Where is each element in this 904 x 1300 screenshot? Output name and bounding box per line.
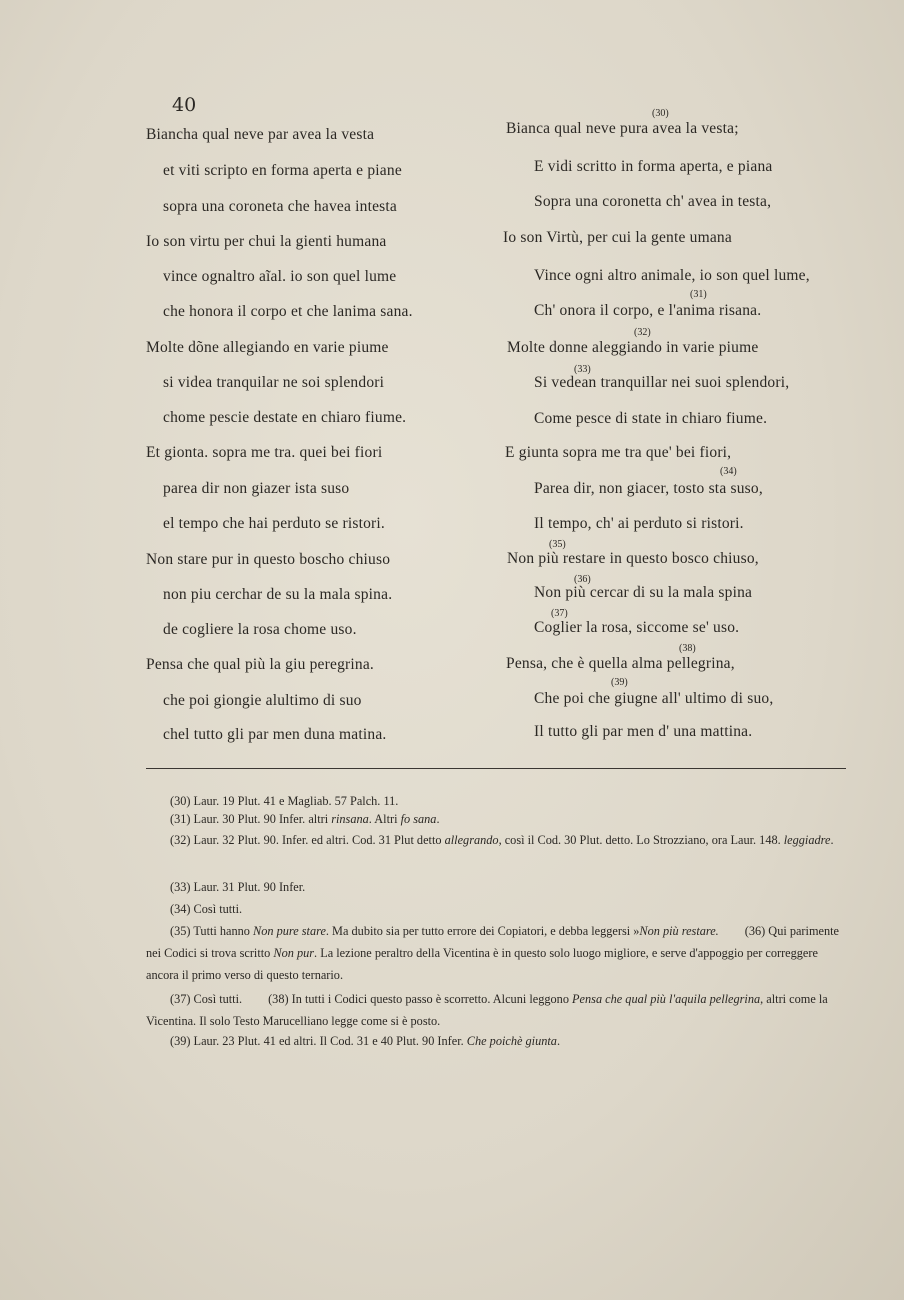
right-line: Non più restare in questo bosco chiuso,: [507, 550, 759, 567]
footnote-34: (34) Così tutti.: [170, 902, 243, 916]
footnote-35-36: (35) Tutti hanno Non pure stare. Ma dubito sia per tutto errore dei Copiatori, e debba leggersi »Non più restare. (36) Qui parimente nei Codici si trova scritto Non pur. La lezione peraltro della Vicentina è in questo solo luogo migliore, e serve d'appoggio per correggere ancora il primo verso di questo ternario.: [146, 924, 839, 982]
left-line: che honora il corpo et che lanima sana.: [163, 303, 413, 320]
left-line: non piu cerchar de su la mala spina.: [163, 586, 393, 603]
note-mark: (32): [634, 327, 651, 338]
note-mark: (35): [549, 539, 566, 550]
page-number: 40: [172, 94, 197, 116]
left-line: parea dir non giazer ista suso: [163, 480, 350, 497]
right-line: E vidi scritto in forma aperta, e piana: [534, 158, 773, 175]
left-line: Et gionta. sopra me tra. quei bei fiori: [146, 444, 383, 461]
footnote-37-38: (37) Così tutti. (38) In tutti i Codici questo passo è scorretto. Alcuni leggono Pensa che qual più l'aquila pellegrina, altri come la Vicentina. Il solo Testo Marucelliano legge come si è posto.: [146, 992, 828, 1028]
right-line: E giunta sopra me tra que' bei fiori,: [505, 444, 732, 461]
note-mark: (38): [679, 643, 696, 654]
left-line: sopra una coroneta che havea intesta: [163, 198, 397, 215]
right-line: Io son Virtù, per cui la gente umana: [503, 229, 732, 246]
footnote-39: (39) Laur. 23 Plut. 41 ed altri. Il Cod. 31 e 40 Plut. 90 Infer. Che poichè giunta.: [170, 1034, 561, 1048]
left-line: che poi giongie alultimo di suo: [163, 692, 362, 709]
note-mark: (31): [690, 289, 707, 300]
left-line: Pensa che qual più la giu peregrina.: [146, 656, 374, 673]
note-mark: (30): [652, 108, 669, 119]
left-line: et viti scripto en forma aperta e piane: [163, 162, 402, 179]
right-line: Il tutto gli par men d' una mattina.: [534, 723, 753, 740]
note-mark: (39): [611, 677, 628, 688]
left-line: vince ognaltro aĩal. io son quel lume: [163, 268, 397, 285]
right-line: Sopra una coronetta ch' avea in testa,: [534, 193, 772, 210]
footnote-31: (31) Laur. 30 Plut. 90 Infer. altri rinsana. Altri fo sana.: [170, 812, 440, 826]
right-line: Bianca qual neve pura avea la vesta;: [506, 120, 739, 137]
note-mark: (34): [720, 466, 737, 477]
right-line: Molte donne aleggiando in varie piume: [507, 339, 759, 356]
left-line: si videa tranquilar ne soi splendori: [163, 374, 385, 391]
left-line: Molte dõne allegiando en varie piume: [146, 339, 389, 356]
right-line: Coglier la rosa, siccome se' uso.: [534, 619, 740, 636]
left-line: chel tutto gli par men duna matina.: [163, 726, 387, 743]
right-line: Pensa, che è quella alma pellegrina,: [506, 655, 735, 672]
right-line: Parea dir, non giacer, tosto sta suso,: [534, 480, 763, 497]
right-line: Come pesce di state in chiaro fiume.: [534, 410, 768, 427]
right-line: Si vedean tranquillar nei suoi splendori,: [534, 374, 790, 391]
left-line: chome pescie destate en chiaro fiume.: [163, 409, 407, 426]
footnote-30: (30) Laur. 19 Plut. 41 e Magliab. 57 Palch. 11.: [170, 794, 399, 808]
note-mark: (33): [574, 364, 591, 375]
right-line: Vince ogni altro animale, io son quel lume,: [534, 267, 810, 284]
left-line: de cogliere la rosa chome uso.: [163, 621, 357, 638]
left-line: Io son virtu per chui la gienti humana: [146, 233, 387, 250]
note-mark: (36): [574, 574, 591, 585]
footnote-32: (32) Laur. 32 Plut. 90. Infer. ed altri. Cod. 31 Plut detto allegrando, così il Cod. 30 Plut. detto. Lo Strozziano, ora Laur. 148. leggiadre.: [170, 833, 834, 847]
left-line: Non stare pur in questo boscho chiuso: [146, 551, 391, 568]
right-line: Ch' onora il corpo, e l'anima risana.: [534, 302, 762, 319]
right-line: Che poi che giugne all' ultimo di suo,: [534, 690, 774, 707]
right-line: Non più cercar di su la mala spina: [534, 584, 753, 601]
left-line: Biancha qual neve par avea la vesta: [146, 126, 375, 143]
note-mark: (37): [551, 608, 568, 619]
right-line: Il tempo, ch' ai perduto si ristori.: [534, 515, 744, 532]
footnote-separator: [146, 768, 846, 769]
left-line: el tempo che hai perduto se ristori.: [163, 515, 385, 532]
footnote-33: (33) Laur. 31 Plut. 90 Infer.: [170, 880, 306, 894]
